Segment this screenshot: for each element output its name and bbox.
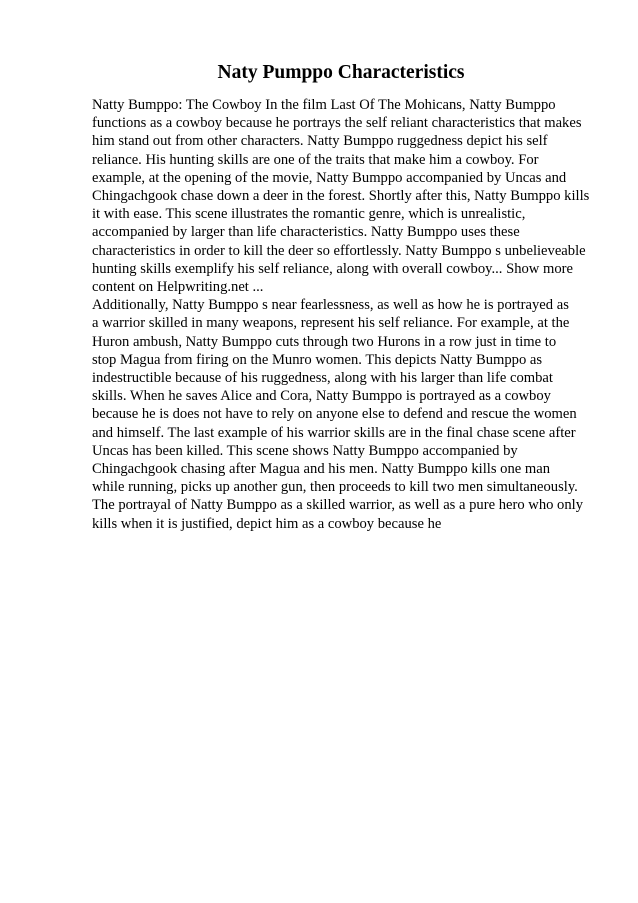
body-line: hunting skills exemplify his self reliance, along with overall cowboy... Show more (92, 260, 573, 277)
body-line: content on Helpwriting.net ... (92, 279, 264, 296)
body-line: Huron ambush, Natty Bumppo cuts through two Hurons in a row just in time to (92, 333, 557, 350)
body-line: a warrior skilled in many weapons, represent his self reliance. For example, at the (92, 315, 570, 332)
document-title: Naty Pumppo Characteristics (217, 62, 465, 83)
body-line: it with ease. This scene illustrates the romantic genre, which is unrealistic, (92, 206, 526, 223)
body-line: stop Magua from firing on the Munro women. This depicts Natty Bumppo as (92, 351, 543, 368)
body-line: skills. When he saves Alice and Cora, Natty Bumppo is portrayed as a cowboy (92, 388, 551, 405)
body-line: indestructible because of his ruggedness, along with his larger than life combat (92, 370, 553, 387)
body-line: Natty Bumppo: The Cowboy In the film Last Of The Mohicans, Natty Bumppo (92, 97, 556, 113)
body-line: reliance. His hunting skills are one of the traits that make him a cowboy. For (92, 151, 539, 168)
body-line: kills when it is justified, depict him as a cowboy because he (92, 515, 442, 532)
body-line: Additionally, Natty Bumppo s near fearlessness, as well as how he is portrayed as (92, 297, 569, 314)
body-line: while running, picks up another gun, then proceeds to kill two men simultaneously. (92, 479, 578, 496)
body-line: example, at the opening of the movie, Natty Bumppo accompanied by Uncas and (92, 169, 567, 186)
body-line: and himself. The last example of his warrior skills are in the final chase scene after (92, 424, 576, 441)
body-line: Uncas has been killed. This scene shows Natty Bumppo accompanied by (92, 442, 518, 459)
body-line: characteristics in order to kill the deer so effortlessly. Natty Bumppo s unbelieveable (92, 242, 586, 259)
body-line: Chingachgook chasing after Magua and his men. Natty Bumppo kills one man (92, 461, 550, 478)
body-line: Chingachgook chase down a deer in the forest. Shortly after this, Natty Bumppo kills (92, 188, 590, 205)
body-line: The portrayal of Natty Bumppo as a skilled warrior, as well as a pure hero who only (92, 497, 584, 514)
body-line: functions as a cowboy because he portrays the self reliant characteristics that makes (92, 115, 582, 132)
body-line: accompanied by larger than life characteristics. Natty Bumppo uses these (92, 224, 520, 241)
body-line: him stand out from other characters. Natty Bumppo ruggedness depict his self (92, 133, 548, 150)
body-line: because he is does not have to rely on anyone else to defend and rescue the women (92, 406, 577, 423)
document-body (92, 96, 632, 533)
